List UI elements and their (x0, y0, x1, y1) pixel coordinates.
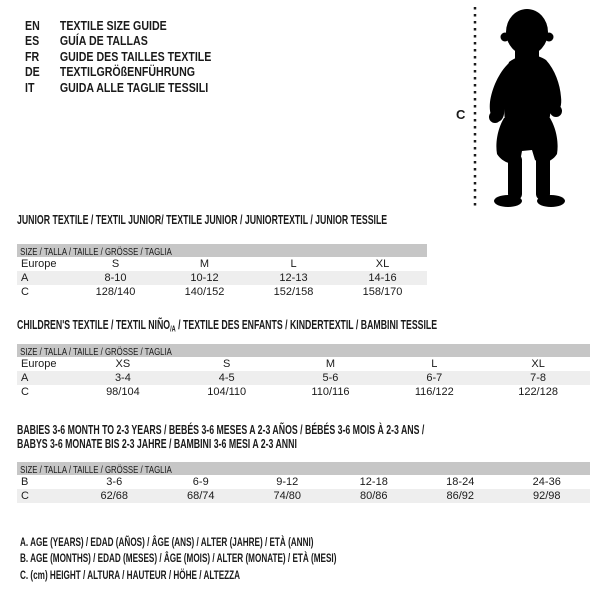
language-code: DE (25, 65, 40, 80)
table-cell: 128/140 (95, 285, 136, 298)
children-size-table (17, 344, 590, 399)
table-cell: 10-12 (190, 271, 219, 284)
table-cell: 24-36 (532, 475, 561, 488)
language-row-it (25, 80, 211, 96)
table-cell: XS (115, 357, 131, 370)
table-cell: 6-9 (192, 475, 209, 488)
baby-silhouette (489, 9, 565, 207)
table-cell: 74/80 (273, 489, 302, 502)
language-label: GUIDA ALLE TAGLIE TESSILI (59, 80, 209, 95)
children-table (17, 357, 590, 399)
table-row (17, 271, 427, 285)
table-cell: L (290, 257, 297, 270)
table-cell: 86/92 (446, 489, 475, 502)
table-cell: 3-4 (114, 371, 131, 384)
table-cell: 116/122 (414, 385, 454, 398)
row-label: A (21, 371, 29, 384)
section-title-babies-line2 (17, 437, 297, 451)
table-cell: L (431, 357, 438, 370)
table-cell: 18-24 (446, 475, 475, 488)
size-header-bar (17, 462, 590, 475)
table-cell: 6-7 (426, 371, 443, 384)
table-cell: S (111, 257, 120, 270)
section-title-subscript: /A (170, 324, 176, 334)
table-row (17, 285, 427, 299)
section-title-text: CHILDREN'S TEXTILE / TEXTIL NIÑO (17, 318, 171, 332)
size-header-label: SIZE / TALLA / TAILLE / GRÖSSE / TAGLIA (20, 247, 172, 257)
table-cell: S (223, 357, 231, 370)
language-code: IT (25, 80, 35, 95)
footnotes (20, 535, 485, 584)
table-cell: 7-8 (530, 371, 547, 384)
section-title-children (17, 318, 437, 332)
table-cell: XL (531, 357, 545, 370)
language-row-es (25, 34, 211, 50)
table-cell: 5-6 (322, 371, 339, 384)
junior-table (17, 257, 427, 299)
row-label: B (21, 475, 29, 488)
row-label: Europe (21, 357, 57, 370)
size-header-label: SIZE / TALLA / TAILLE / GRÖSSE / TAGLIA (20, 465, 172, 475)
footnote-a: A. AGE (YEARS) / EDAD (AÑOS) / ÂGE (ANS) / ALTER (JAHRE) / ETÀ (ANNI) (20, 535, 314, 549)
section-title-babies-line1 (17, 423, 424, 437)
language-row-fr (25, 49, 211, 65)
table-cell: 158/170 (362, 285, 403, 298)
table-cell: 8-10 (104, 271, 127, 284)
section-title-text: BABYS 3-6 MONATE BIS 2-3 JAHRE / BAMBINI 3-6 MESI A 2-3 ANNI (17, 437, 297, 451)
size-header-bar (17, 244, 427, 257)
footnote-c: C. (cm) HEIGHT / ALTURA / HAUTEUR / HÖHE / ALTEZZA (20, 567, 241, 582)
babies-size-table (17, 462, 590, 503)
row-label: C (21, 385, 29, 398)
section-title-text: BABIES 3-6 MONTH TO 2-3 YEARS / BEBÉS 3-6 MESES A 2-3 AÑOS / BÉBÉS 3-6 MOIS À 2-3 ANS / (17, 423, 425, 437)
table-row (17, 357, 590, 371)
table-cell: 68/74 (186, 489, 215, 502)
language-label: GUIDE DES TAILLES TEXTILE (59, 49, 212, 64)
section-title-text: / TEXTILE DES ENFANTS / KINDERTEXTIL / BAMBINI TESSILE (175, 318, 438, 332)
table-cell: 80/86 (359, 489, 388, 502)
table-cell: M (325, 357, 336, 370)
language-code: FR (25, 49, 40, 64)
table-cell: 4-5 (218, 371, 235, 384)
table-row (17, 257, 427, 271)
table-cell: M (199, 257, 210, 270)
size-header-bar (17, 344, 590, 357)
language-code: ES (25, 34, 40, 49)
row-label: C (21, 489, 29, 502)
table-cell: 110/116 (311, 385, 350, 398)
language-label: TEXTILGRÖßENFÜHRUNG (59, 65, 196, 80)
language-row-en (25, 18, 211, 34)
footnote-b: B. AGE (MONTHS) / EDAD (MESES) / ÂGE (MOIS) / ALTER (MONATE) / ETÀ (MESI) (20, 551, 337, 566)
babies-table (17, 475, 590, 503)
table-cell: 3-6 (106, 475, 123, 488)
table-row (17, 371, 590, 385)
table-cell: 14-16 (368, 271, 397, 284)
language-code: EN (25, 18, 40, 33)
language-legend (25, 18, 244, 96)
table-cell: 104/110 (207, 385, 247, 398)
table-cell: 152/158 (273, 285, 314, 298)
table-row (17, 489, 590, 503)
table-row (17, 475, 590, 489)
language-row-de (25, 65, 211, 81)
language-label: GUÍA DE TALLAS (59, 34, 148, 49)
table-cell: 62/68 (100, 489, 129, 502)
row-label: Europe (21, 257, 57, 270)
section-title-junior (17, 213, 387, 227)
section-title-text: JUNIOR TEXTILE / TEXTIL JUNIOR/ TEXTILE JUNIOR / JUNIORTEXTIL / JUNIOR TESSILE (17, 213, 388, 227)
table-cell: 12-13 (279, 271, 308, 284)
size-header-label: SIZE / TALLA / TAILLE / GRÖSSE / TAGLIA (20, 347, 172, 357)
row-label: C (21, 285, 29, 298)
row-label: A (21, 271, 29, 284)
table-cell: 122/128 (518, 385, 558, 398)
table-cell: 9-12 (276, 475, 299, 488)
table-cell: XL (375, 257, 390, 270)
table-cell: 92/98 (532, 489, 561, 502)
table-row (17, 385, 590, 399)
table-cell: 140/152 (184, 285, 225, 298)
baby-silhouette-figure (450, 4, 580, 216)
language-label: TEXTILE SIZE GUIDE (59, 18, 167, 33)
junior-size-table (17, 244, 427, 299)
table-cell: 98/104 (106, 385, 140, 398)
table-cell: 12-18 (359, 475, 388, 488)
height-marker-label: C (456, 107, 466, 122)
